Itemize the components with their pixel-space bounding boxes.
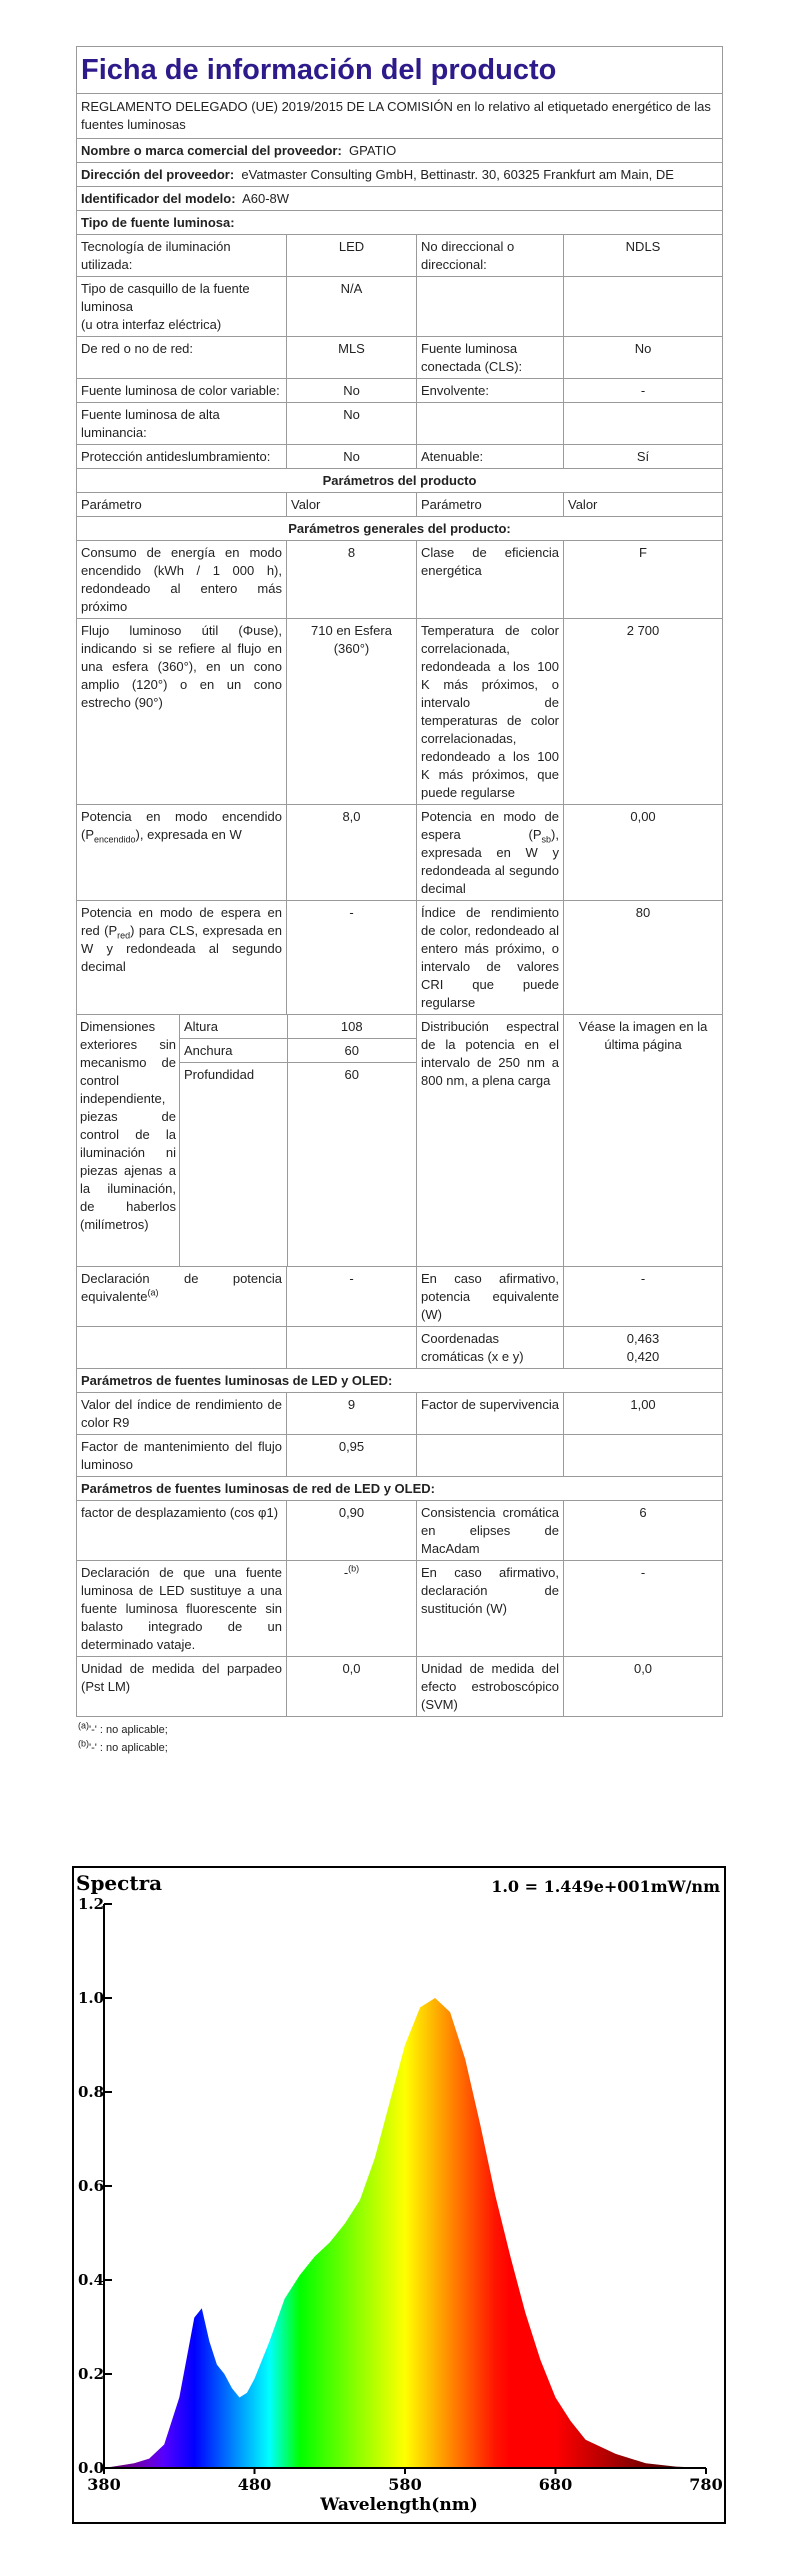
model-label: Identificador del modelo: — [81, 191, 236, 206]
pot-net-sub: red — [117, 930, 131, 941]
empty-cell — [77, 1327, 287, 1369]
param-row — [77, 1267, 723, 1327]
estrob-value: 0,0 — [564, 1657, 723, 1717]
consumo-label: Consumo de energía en modo encendido (kWh / 1 000 h), redondeado al entero más próximo — [77, 541, 287, 619]
y-tick-label: 0.0 — [78, 2459, 105, 2477]
source-label: Tecnología de iluminación utilizada: — [77, 235, 287, 277]
product-sheet — [76, 46, 722, 1757]
x-tick-label: 580 — [388, 2475, 422, 2494]
consist-label: Consistencia cromática en elipses de MacAdam — [417, 1501, 564, 1561]
source-label-2 — [417, 277, 564, 337]
supplier-name-label: Nombre o marca comercial del proveedor: — [81, 143, 342, 158]
spectrum-chart — [72, 1866, 726, 2524]
col-value-2: Valor — [564, 493, 723, 517]
source-row — [77, 337, 723, 379]
pot-net-label-a: Potencia en modo de espera en red (P — [81, 905, 282, 938]
source-row — [77, 403, 723, 445]
source-label-main: Tipo de casquillo de la fuente luminosa — [81, 281, 250, 314]
param-row — [77, 1561, 723, 1657]
afirm2-value: - — [564, 1561, 723, 1657]
decl-label: Declaración de que una fuente luminosa de LED sustituye a una fuente luminosa fluorescente sin balasto integrado de un determinado vataje. — [77, 1561, 287, 1657]
source-value-2: - — [564, 379, 723, 403]
cri-value: 80 — [564, 901, 723, 1015]
pot-sb-sub: sb — [541, 834, 552, 845]
param-row — [77, 901, 723, 1015]
param-row — [77, 1501, 723, 1561]
y-tick-label: 0.2 — [78, 2365, 105, 2383]
flujo-value: 710 en Esfera (360°) — [287, 619, 417, 805]
source-label-2: No direccional o direccional: — [417, 235, 564, 277]
clase-value: F — [564, 541, 723, 619]
col-param-2: Parámetro — [417, 493, 564, 517]
coord-label: Coordenadas cromáticas (x e y) — [417, 1327, 564, 1369]
mant-value: 0,95 — [287, 1435, 417, 1477]
footnote-b-text: '-' : no aplicable; — [89, 1742, 168, 1754]
info-table — [76, 46, 723, 1717]
source-label — [77, 277, 287, 337]
param-row — [77, 1393, 723, 1435]
footnote-b-mark: (b) — [78, 1738, 89, 1749]
parp-label: Unidad de medida del parpadeo (Pst LM) — [77, 1657, 287, 1717]
decl-dash: - — [343, 1565, 349, 1580]
param-row — [77, 619, 723, 805]
desp-label: factor de desplazamiento (cos φ1) — [77, 1501, 287, 1561]
note-a-ref: (a) — [147, 1287, 159, 1298]
afirm2-label: En caso afirmativo, declaración de sustitución (W) — [417, 1561, 564, 1657]
decl-value — [287, 1561, 417, 1657]
pot-sb-label — [417, 805, 564, 901]
col-value: Valor — [287, 493, 417, 517]
source-value: MLS — [287, 337, 417, 379]
equiv-value: - — [287, 1267, 417, 1327]
mant-label: Factor de mantenimiento del flujo luminoso — [77, 1435, 287, 1477]
source-label-2: Atenuable: — [417, 445, 564, 469]
pot-net-label — [77, 901, 287, 1015]
pot-sb-value: 0,00 — [564, 805, 723, 901]
footnote-a-text: '-' : no aplicable; — [89, 1724, 168, 1736]
source-label-note: (u otra interfaz eléctrica) — [81, 317, 222, 332]
y-tick-label: 0.4 — [78, 2271, 105, 2289]
source-row — [77, 379, 723, 403]
coord-values — [564, 1327, 723, 1369]
estrob-label: Unidad de medida del efecto estroboscópico (SVM) — [417, 1657, 564, 1717]
spectrum-area — [104, 1998, 706, 2468]
source-label: Fuente luminosa de alta luminancia: — [77, 403, 287, 445]
chart-scale-note: 1.0 = 1.449e+001mW/nm — [491, 1877, 720, 1896]
flujo-label: Flujo luminoso útil (Φuse), indicando si se refiere al flujo en una esfera (360°), en un cono amplio (120°) o en un cono estrecho (90°) — [77, 619, 287, 805]
cri-label: Índice de rendimiento de color, redondeado al entero más próximo, o intervalo de valores CRI que puede regularse — [417, 901, 564, 1015]
x-tick-label: 480 — [237, 2475, 272, 2494]
superv-value: 1,00 — [564, 1393, 723, 1435]
consumo-value: 8 — [287, 541, 417, 619]
col-param: Parámetro — [77, 493, 287, 517]
footnote-a-mark: (a) — [78, 1720, 89, 1731]
source-row — [77, 277, 723, 337]
mains-header: Parámetros de fuentes luminosas de red de LED y OLED: — [77, 1477, 723, 1501]
source-label: Protección antideslumbramiento: — [77, 445, 287, 469]
source-value: No — [287, 379, 417, 403]
afirm-value: - — [564, 1267, 723, 1327]
x-tick-label: 780 — [689, 2475, 723, 2494]
r9-value: 9 — [287, 1393, 417, 1435]
y-tick-label: 0.6 — [78, 2177, 105, 2195]
equiv-label-text: Declaración de potencia equivalente — [81, 1271, 282, 1304]
source-value-2 — [564, 277, 723, 337]
y-tick-label: 1.0 — [78, 1989, 105, 2007]
general-header: Parámetros generales del producto: — [77, 517, 723, 541]
supplier-address-label: Dirección del proveedor: — [81, 167, 235, 182]
param-row — [77, 805, 723, 901]
temp-value: 2 700 — [564, 619, 723, 805]
param-row — [77, 1327, 723, 1369]
empty-cell — [417, 1435, 564, 1477]
temp-label: Temperatura de color correlacionada, redondeada a los 100 K más próximos, o intervalo de temperaturas de color correlacionadas, redondeado a los 100 K más próximos, que puede regularse — [417, 619, 564, 805]
dim-values — [180, 1015, 417, 1267]
ancho-label: Anchura — [180, 1039, 287, 1063]
supplier-name: GPATIO — [349, 143, 397, 158]
empty-cell — [564, 1435, 723, 1477]
espectral-value: Véase la imagen en la última página — [564, 1015, 723, 1267]
params-header: Parámetros del producto — [77, 469, 723, 493]
source-label-2: Fuente luminosa conectada (CLS): — [417, 337, 564, 379]
desp-value: 0,90 — [287, 1501, 417, 1561]
pot-on-label-b: ), expresada en W — [135, 827, 242, 842]
consist-value: 6 — [564, 1501, 723, 1561]
footnotes — [76, 1721, 722, 1757]
spectrum-svg — [74, 1868, 724, 2522]
source-label-2 — [417, 403, 564, 445]
source-row — [77, 235, 723, 277]
page-title: Ficha de información del producto — [77, 47, 723, 94]
model-id: A60-8W — [242, 191, 290, 206]
source-value-2: Sí — [564, 445, 723, 469]
source-value-2 — [564, 403, 723, 445]
prof-value: 60 — [287, 1063, 416, 1267]
footnote-b — [78, 1739, 722, 1757]
model-row — [77, 187, 723, 211]
source-value: LED — [287, 235, 417, 277]
supplier-address-row — [77, 163, 723, 187]
source-label: Fuente luminosa de color variable: — [77, 379, 287, 403]
param-row — [77, 1657, 723, 1717]
prof-label: Profundidad — [180, 1063, 287, 1267]
pot-on-label — [77, 805, 287, 901]
param-row — [77, 1435, 723, 1477]
source-value: No — [287, 403, 417, 445]
dim-label: Dimensiones exteriores sin mecanismo de control independiente, piezas de control de la iluminación ni piezas ajenas a la iluminación, de haberlos (milímetros) — [77, 1015, 180, 1267]
y-tick-label: 0.8 — [78, 2083, 105, 2101]
dim-subtable — [180, 1015, 416, 1266]
equiv-label — [77, 1267, 287, 1327]
coord-x: 0,463 — [626, 1331, 660, 1346]
led-header: Parámetros de fuentes luminosas de LED y OLED: — [77, 1369, 723, 1393]
alto-label: Altura — [180, 1015, 287, 1039]
coord-y: 0,420 — [626, 1349, 660, 1364]
x-axis-label: Wavelength(nm) — [320, 2495, 478, 2515]
pot-sb-label-a: Potencia en modo de espera (P — [421, 809, 559, 842]
r9-label: Valor del índice de rendimiento de color R9 — [77, 1393, 287, 1435]
column-headers — [77, 493, 723, 517]
pot-net-value: - — [287, 901, 417, 1015]
clase-label: Clase de eficiencia energética — [417, 541, 564, 619]
alto-value: 108 — [287, 1015, 416, 1039]
source-value: N/A — [287, 277, 417, 337]
source-type-header: Tipo de fuente luminosa: — [77, 211, 723, 235]
note-b-ref: (b) — [348, 1563, 360, 1574]
x-tick-label: 680 — [538, 2475, 573, 2494]
empty-cell — [287, 1327, 417, 1369]
param-row — [77, 541, 723, 619]
pot-on-value: 8,0 — [287, 805, 417, 901]
source-row — [77, 445, 723, 469]
superv-label: Factor de supervivencia — [417, 1393, 564, 1435]
source-value-2: No — [564, 337, 723, 379]
espectral-label: Distribución espectral de la potencia en el intervalo de 250 nm a 800 nm, a plena carga — [417, 1015, 564, 1267]
y-tick-label: 1.2 — [78, 1895, 105, 1913]
chart-title: Spectra — [76, 1871, 163, 1895]
dimensions-row — [77, 1015, 723, 1267]
source-value: No — [287, 445, 417, 469]
ancho-value: 60 — [287, 1039, 416, 1063]
pot-on-label-a: Potencia en modo encendido (P — [81, 809, 282, 842]
supplier-address: eVatmaster Consulting GmbH, Bettinastr. 30, 60325 Frankfurt am Main, DE — [241, 167, 674, 182]
afirm-label: En caso afirmativo, potencia equivalente (W) — [417, 1267, 564, 1327]
supplier-name-row — [77, 139, 723, 163]
source-value-2: NDLS — [564, 235, 723, 277]
pot-sb-label-b: ), expresada en W y redondeada al segundo decimal — [421, 827, 559, 896]
source-label-2: Envolvente: — [417, 379, 564, 403]
pot-on-sub: encendido — [94, 834, 136, 845]
footnote-a — [78, 1721, 722, 1739]
source-label: De red o no de red: — [77, 337, 287, 379]
x-tick-label: 380 — [87, 2475, 121, 2494]
parp-value: 0,0 — [287, 1657, 417, 1717]
regulation-text: REGLAMENTO DELEGADO (UE) 2019/2015 DE LA COMISIÓN en lo relativo al etiquetado energético de las fuentes luminosas — [77, 94, 723, 139]
pot-net-label-b: ) para CLS, expresada en W y redondeada al segundo decimal — [81, 923, 282, 974]
